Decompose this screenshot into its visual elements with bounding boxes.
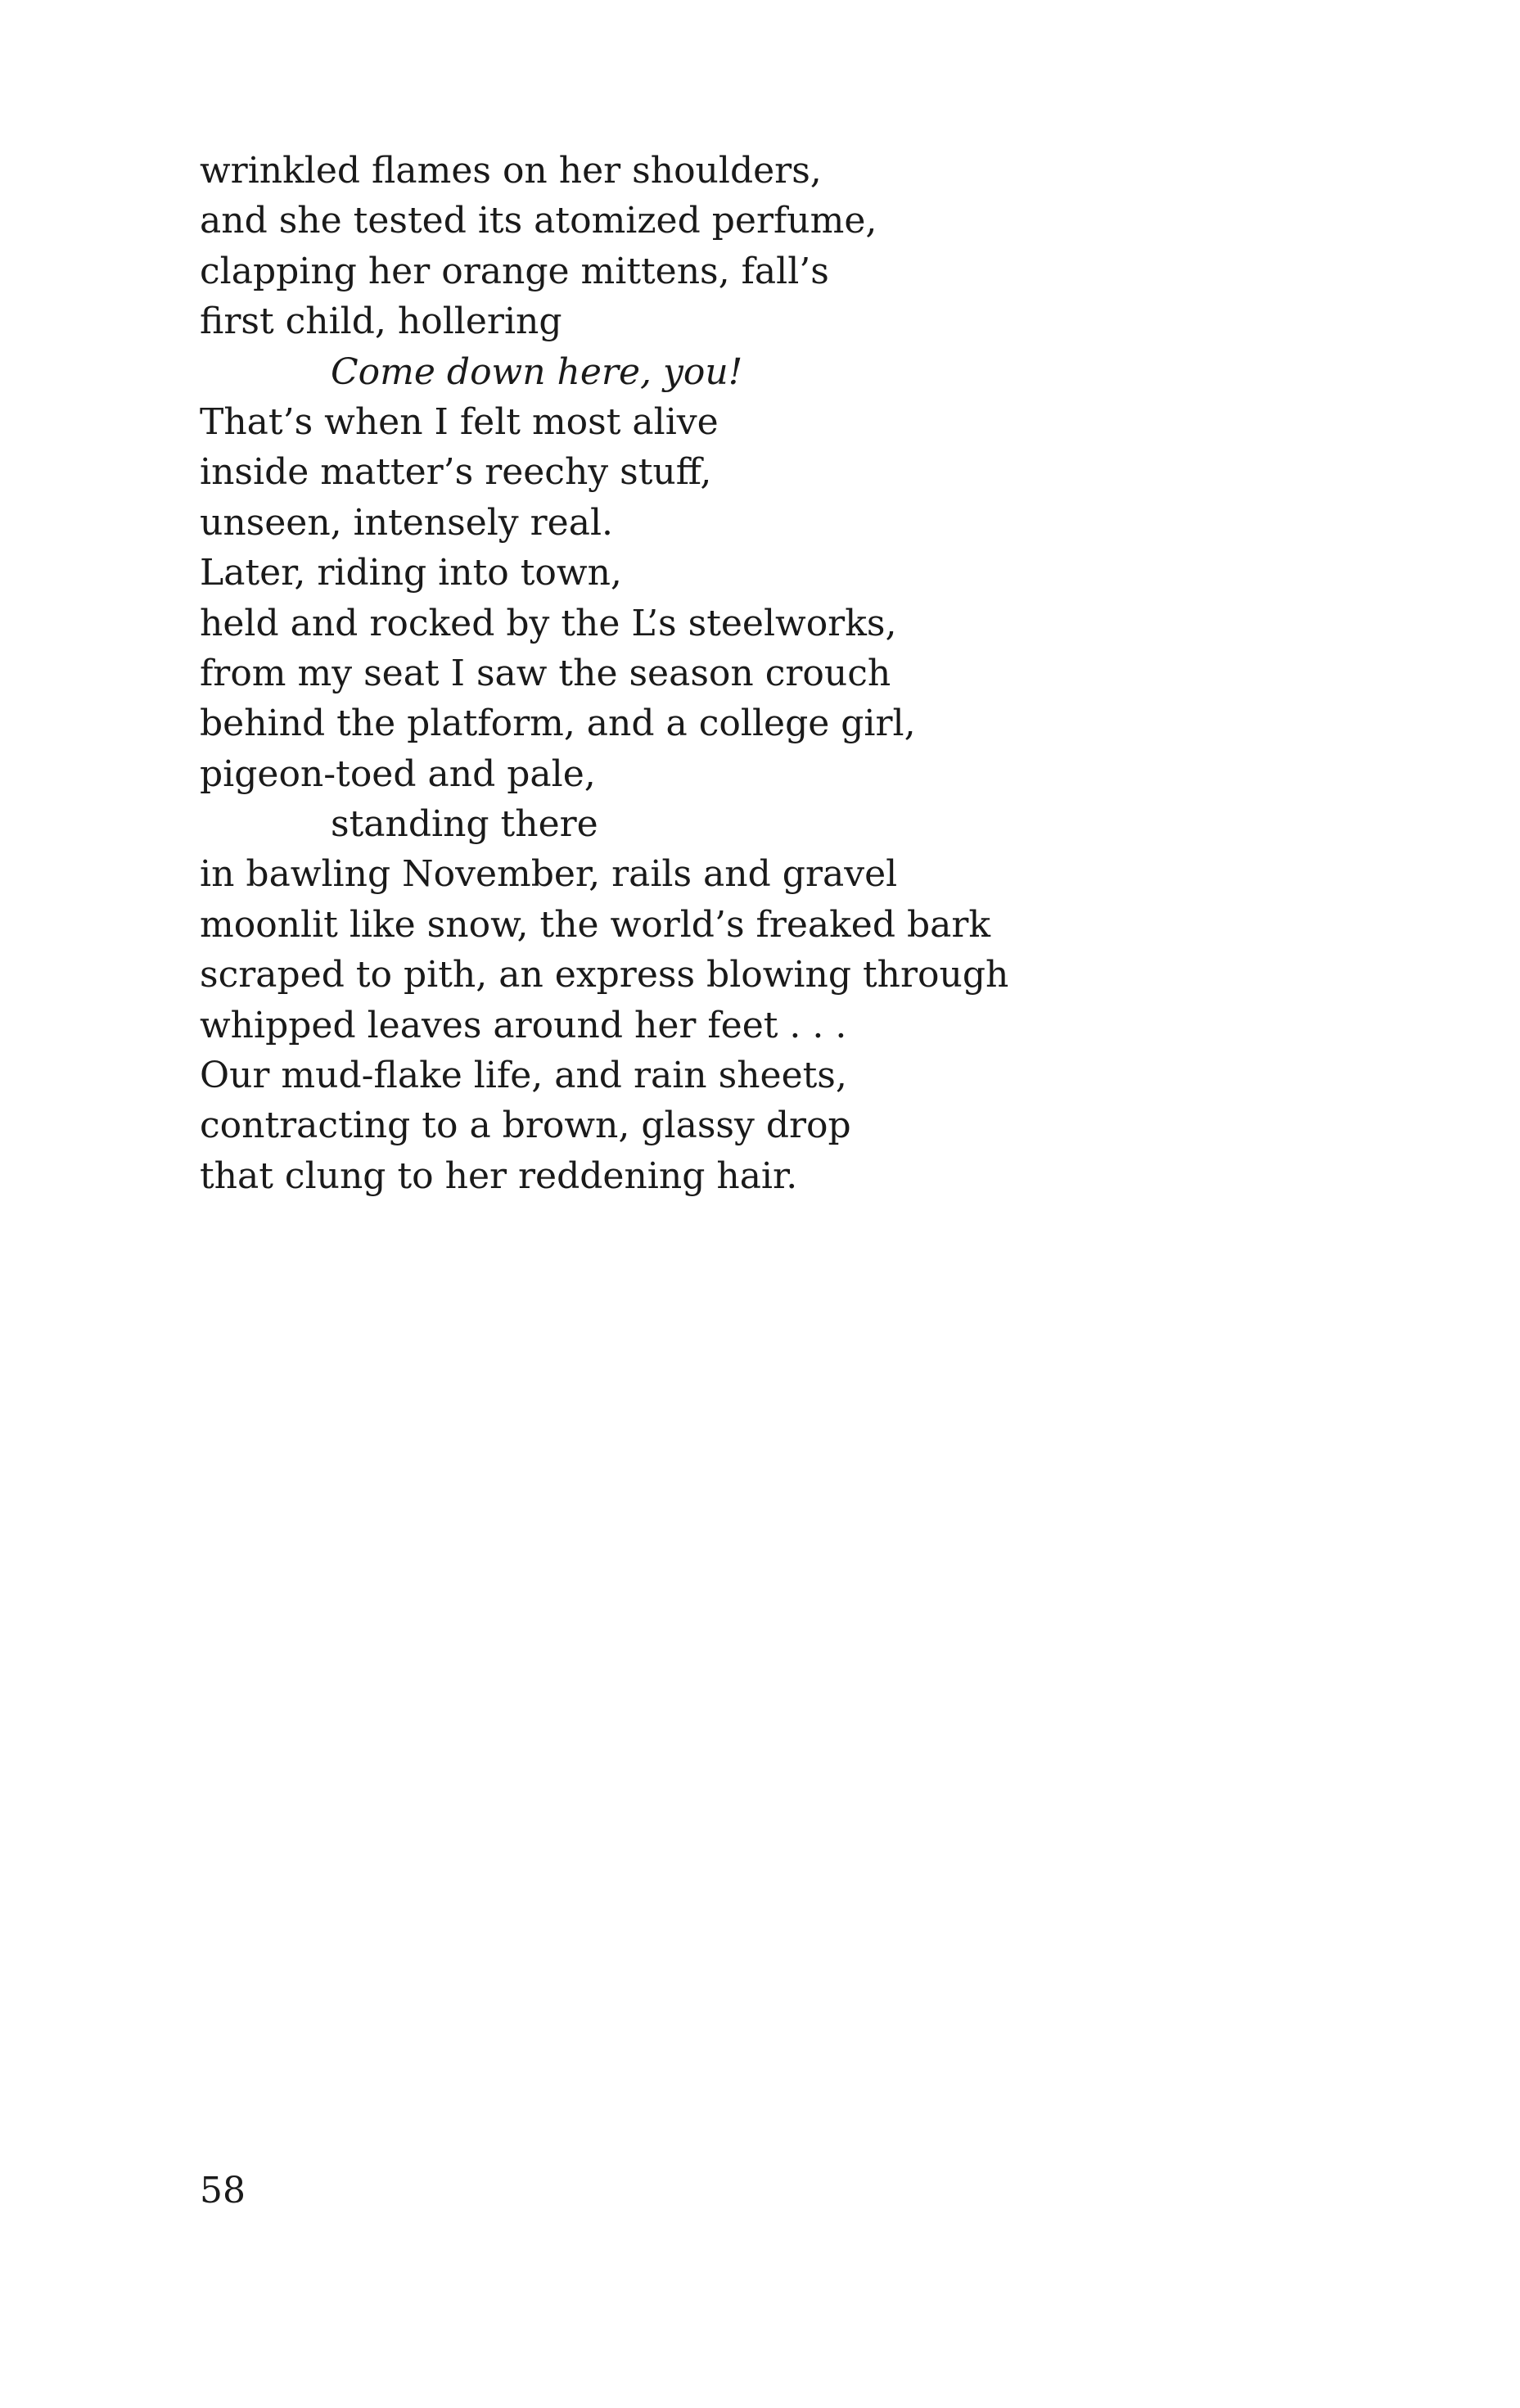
- page-number: 58: [200, 2170, 246, 2211]
- poem-line: and she tested its atomized perfume,: [200, 200, 877, 242]
- poem-line: pigeon-toed and pale,: [200, 752, 596, 795]
- poem-line: held and rocked by the L’s steelworks,: [200, 602, 897, 644]
- poem-line: inside matter’s reechy stuff,: [200, 451, 712, 494]
- poem-line: moonlit like snow, the world’s freaked bark: [200, 903, 991, 946]
- poem-line-indented: standing there: [331, 803, 598, 846]
- poem-text: [200, 146, 1346, 1201]
- poem-line: scraped to pith, an express blowing through: [200, 954, 1009, 996]
- poem-line: clapping her orange mittens, fall’s: [200, 250, 829, 292]
- poem-line: wrinkled flames on her shoulders,: [200, 150, 822, 192]
- poem-line: from my seat I saw the season crouch: [200, 652, 891, 694]
- poem-line: Later, riding into town,: [200, 552, 622, 594]
- poem-line: behind the platform, and a college girl,: [200, 703, 916, 745]
- poem-line: that clung to her reddening hair.: [200, 1154, 798, 1197]
- poem-line: whipped leaves around her feet . . .: [200, 1004, 847, 1046]
- poem-line: That’s when I felt most alive: [200, 400, 719, 443]
- poem-line: unseen, intensely real.: [200, 501, 614, 544]
- poem-line: in bawling November, rails and gravel: [200, 853, 898, 896]
- poem-line-indented-italic: Come down here, you!: [331, 350, 743, 393]
- poem-line: first child, hollering: [200, 300, 562, 343]
- poem-line: contracting to a brown, glassy drop: [200, 1105, 851, 1147]
- poem-line: Our mud-flake life, and rain sheets,: [200, 1055, 847, 1097]
